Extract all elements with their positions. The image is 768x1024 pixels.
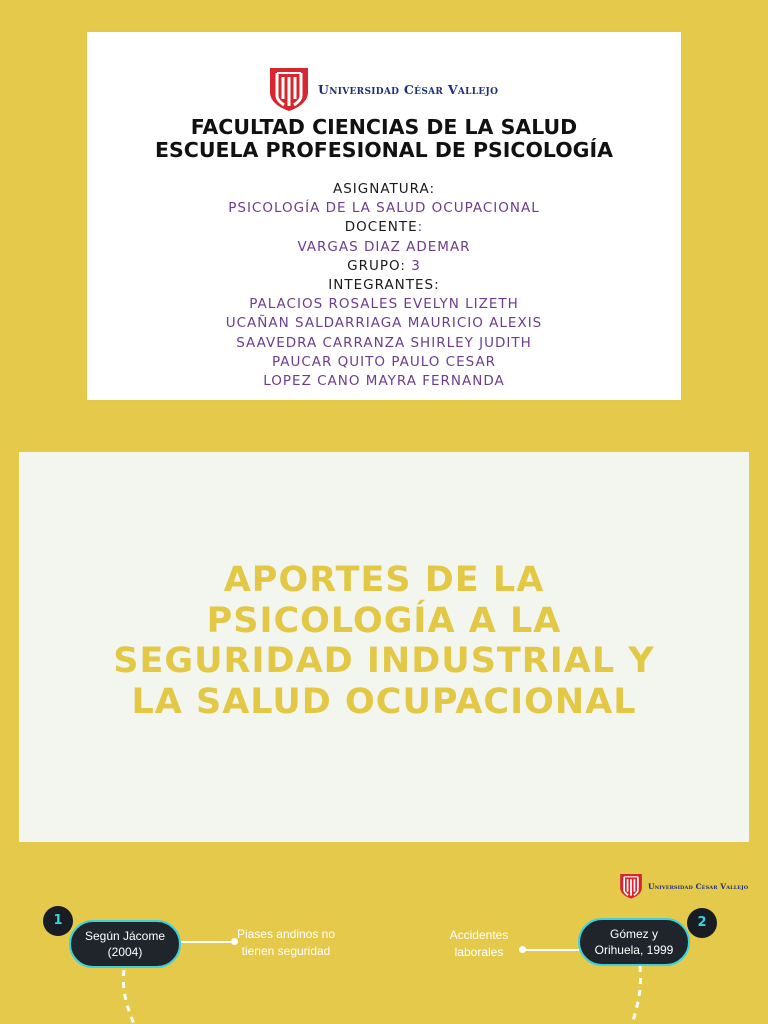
integrante-name: UCAÑAN SALDARRIAGA MAURICIO ALEXIS — [225, 315, 543, 332]
asignatura-label: ASIGNATURA: — [332, 181, 436, 197]
main-title-line: LA SALUD OCUPACIONAL — [131, 681, 637, 722]
integrante-name: PAUCAR QUITO PAULO CESAR — [271, 353, 497, 370]
node-2-line1: Gómez y — [609, 927, 658, 941]
university-name: Universidad César Vallejo — [318, 81, 499, 97]
node-1-line2: (2004) — [107, 945, 143, 959]
integrante-name: SAAVEDRA CARRANZA SHIRLEY JUDITH — [236, 334, 532, 351]
node-1-note-line1: Piases andinos no — [236, 927, 336, 941]
node-2-note-line2: laborales — [454, 945, 504, 959]
docente-colon: : — [417, 219, 424, 236]
node-2-line2: Orihuela, 1999 — [594, 943, 674, 957]
node-1-note-line2: tienen seguridad — [241, 944, 331, 958]
node-1-note — [236, 926, 336, 960]
university-name-small: Universidad César Vallejo — [648, 881, 749, 891]
faculty-title: FACULTAD CIENCIAS DE LA SALUD — [190, 115, 578, 139]
title-card — [19, 452, 749, 842]
grupo-label: GRUPO: — [347, 257, 412, 274]
docente-label: DOCENTE — [344, 219, 418, 236]
main-title-line: PSICOLOGÍA A LA — [206, 600, 562, 641]
node-2-note — [429, 927, 529, 961]
main-title — [19, 560, 749, 722]
node-2-pill — [578, 918, 690, 966]
docente-value: VARGAS DIAZ ADEMAR — [297, 238, 471, 255]
node-2-note-line1: Accidentes — [449, 928, 509, 942]
main-title-line: APORTES DE LA — [223, 560, 545, 600]
integrante-name: LOPEZ CANO MAYRA FERNANDA — [263, 373, 505, 390]
node-1-line1: Según Jácome — [84, 929, 166, 943]
node-1-pill — [69, 920, 181, 968]
integrantes-label: INTEGRANTES: — [328, 277, 440, 294]
node-1-connector — [181, 941, 235, 943]
timeline-connector — [0, 960, 768, 1024]
ucv-shield-icon — [619, 872, 643, 900]
integrante-name: PALACIOS ROSALES EVELYN LIZETH — [249, 296, 519, 313]
university-logo — [268, 66, 498, 112]
step-number-badge: 1 — [43, 906, 73, 936]
header-card — [87, 32, 681, 400]
asignatura-value: PSICOLOGÍA DE LA SALUD OCUPACIONAL — [228, 200, 540, 217]
grupo-value: 3 — [411, 257, 421, 274]
course-info — [87, 180, 681, 391]
node-2-connector — [524, 949, 579, 951]
step-number-badge: 2 — [687, 908, 717, 938]
school-title: ESCUELA PROFESIONAL DE PSICOLOGÍA — [155, 138, 613, 162]
university-logo-small — [619, 872, 748, 900]
ucv-shield-icon — [268, 66, 310, 112]
main-title-line: SEGURIDAD INDUSTRIAL Y — [113, 641, 655, 681]
